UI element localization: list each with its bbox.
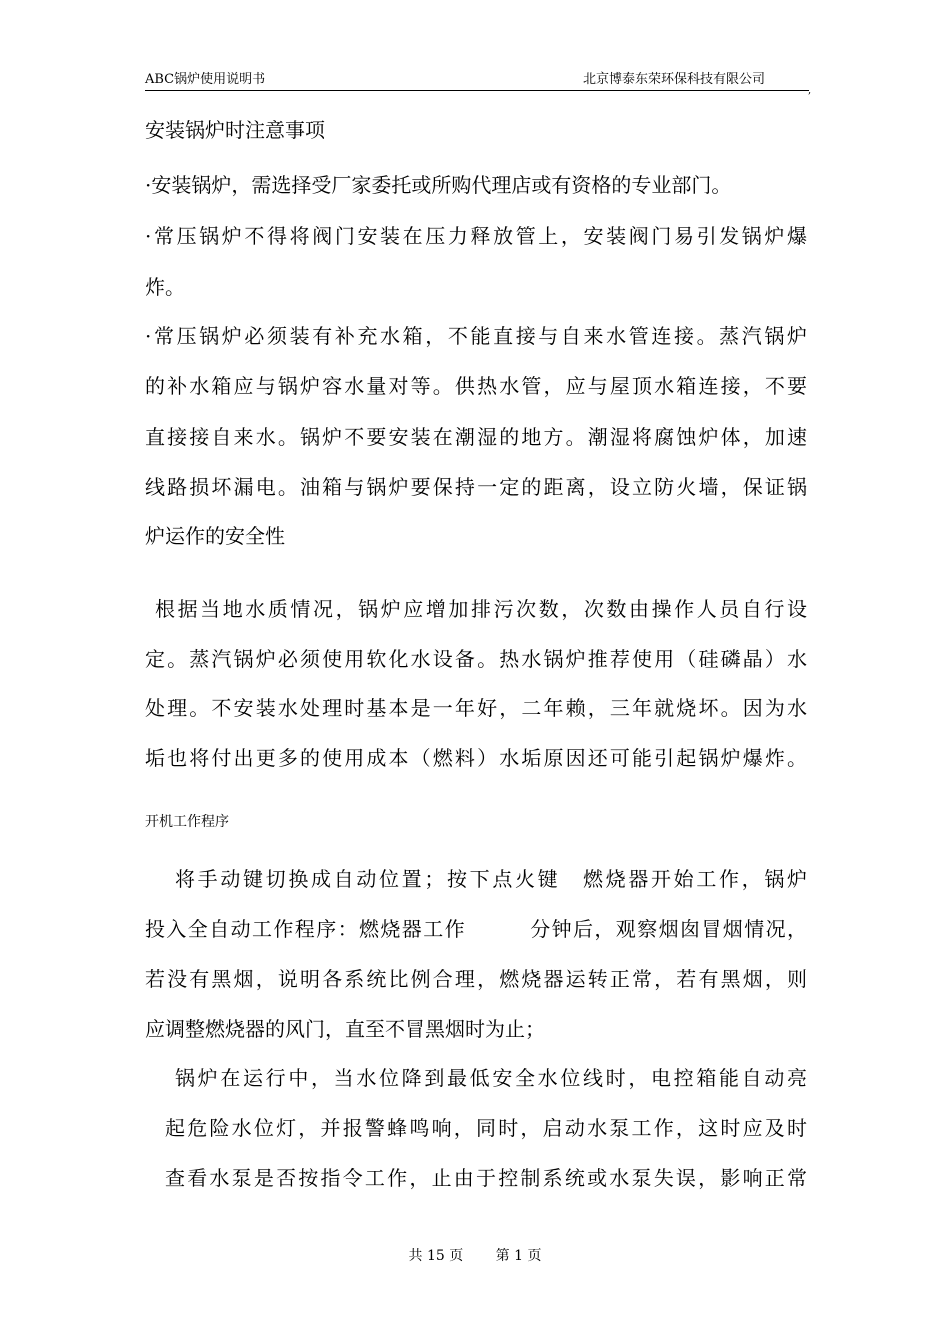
- text-line: 若没有黑烟，说明各系统比例合理，燃烧器运转正常，若有黑烟，则: [145, 967, 807, 991]
- text-line: 的补水箱应与锅炉容水量对等。供热水管，应与屋顶水箱连接，不要: [145, 374, 807, 398]
- current-page: 第 1 页: [495, 1248, 542, 1264]
- text-line: 投入全自动工作程序：燃烧器工作 分钟后，观察烟囱冒烟情况，: [145, 917, 807, 941]
- page-header: [145, 72, 809, 91]
- total-pages: 共 15 页: [408, 1248, 464, 1264]
- text-line: 应调整燃烧器的风门，直至不冒黑烟时为止；: [145, 1017, 545, 1041]
- header-mark: ,: [808, 85, 812, 96]
- text-line: 垢也将付出更多的使用成本（燃料）水垢原因还可能引起锅炉爆炸。: [145, 746, 807, 770]
- text-line: 炉运作的安全性: [145, 524, 285, 548]
- header-company-name: 北京博泰东荣环保科技有限公司: [582, 72, 765, 87]
- header-document-title: ABC锅炉使用说明书: [145, 72, 266, 87]
- text-line: ·常压锅炉必须装有补充水箱，不能直接与自来水管连接。蒸汽锅炉: [145, 324, 807, 348]
- text-line: ·常压锅炉不得将阀门安装在压力释放管上，安装阀门易引发锅炉爆: [145, 224, 807, 248]
- text-line: 定。蒸汽锅炉必须使用软化水设备。热水锅炉推荐使用（硅磷晶）水: [145, 647, 807, 671]
- text-line: 直接接自来水。锅炉不要安装在潮湿的地方。潮湿将腐蚀炉体，加速: [145, 425, 807, 449]
- page-footer: [0, 1247, 950, 1265]
- text-line: 线路损坏漏电。油箱与锅炉要保持一定的距离，设立防火墙，保证锅: [145, 475, 807, 499]
- text-line: ·安装锅炉，需选择受厂家委托或所购代理店或有资格的专业部门。: [145, 173, 732, 197]
- text-line: 炸。: [145, 275, 185, 299]
- subsection-heading: 开机工作程序: [145, 814, 229, 830]
- text-line: 锅炉在运行中，当水位降到最低安全水位线时，电控箱能自动亮: [175, 1066, 807, 1090]
- text-line: 查看水泵是否按指令工作，止由于控制系统或水泵失误，影响正常: [165, 1166, 807, 1190]
- section-title: 安装锅炉时注意事项: [145, 118, 325, 142]
- text-line: 起危险水位灯，并报警蜂鸣响，同时，启动水泵工作，这时应及时: [165, 1116, 807, 1140]
- text-line: 根据当地水质情况，锅炉应增加排污次数，次数由操作人员自行设: [155, 597, 807, 621]
- text-line: 将手动键切换成自动位置；按下点火键 燃烧器开始工作，锅炉: [175, 867, 807, 891]
- text-line: 处理。不安装水处理时基本是一年好，二年赖，三年就烧坏。因为水: [145, 696, 807, 720]
